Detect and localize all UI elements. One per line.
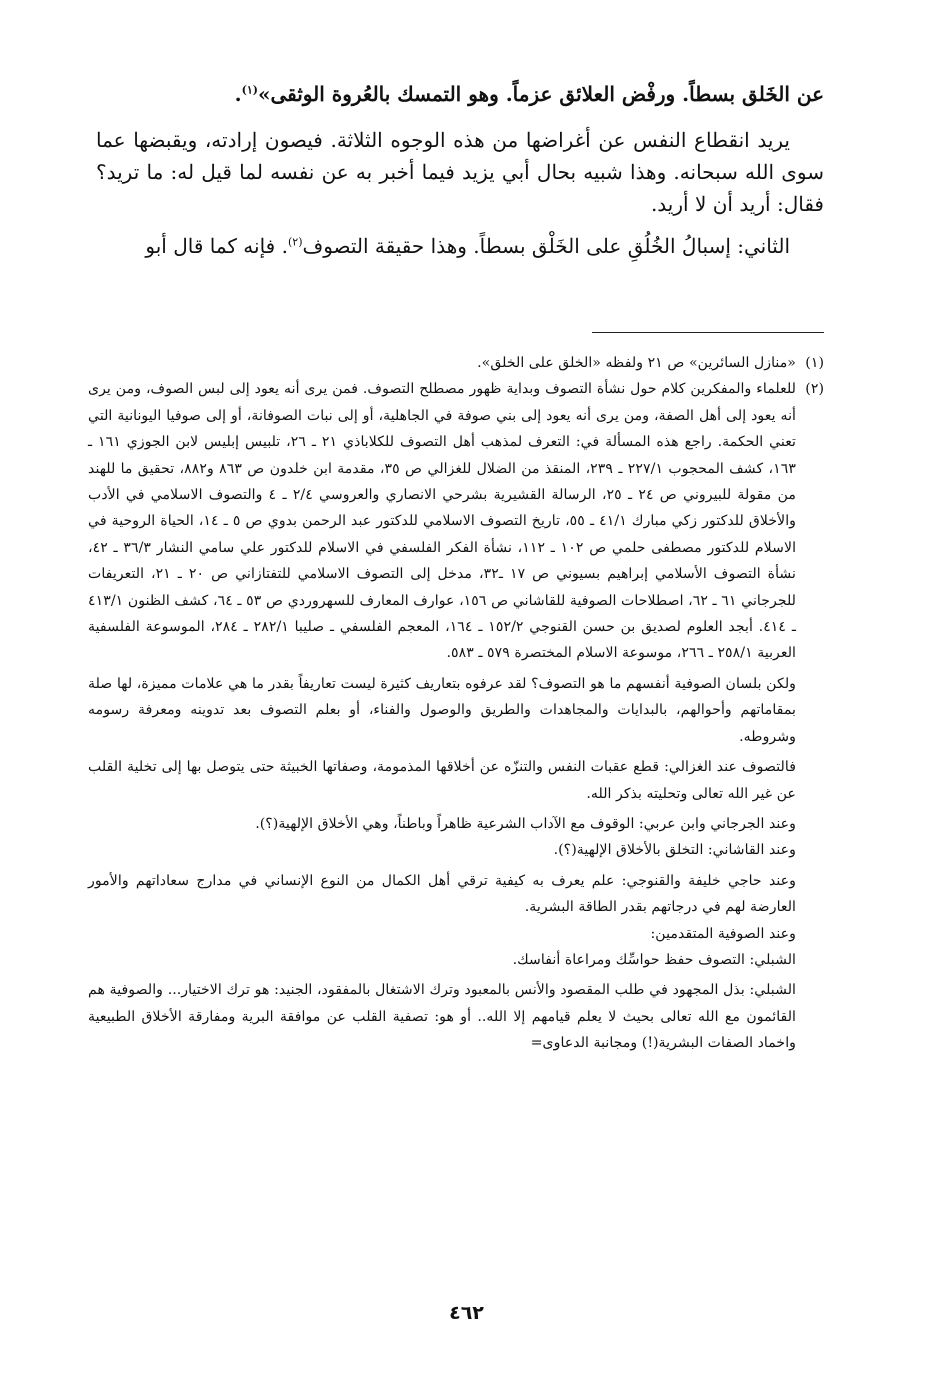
footnote-body [88, 376, 796, 1056]
footnote-separator [592, 332, 824, 333]
main-text [96, 78, 824, 262]
page-number: ٤٦٢ [449, 1302, 484, 1324]
footnote-paragraph-jurjani: وعند الجرجاني وابن عربي: الوقوف مع الآداب الشرعية ظاهراً وباطناً، وهي الأخلاق الإلهية(؟). [255, 815, 796, 832]
footnote-2 [88, 376, 824, 1056]
footnote-number: (٢) [805, 381, 824, 398]
footnote-body [88, 350, 796, 376]
footnote-paragraph-early-sufis: وعند الصوفية المتقدمين: [650, 925, 796, 942]
footnote-paragraph-ghazali: فالتصوف عند الغزالي: قطع عقبات النفس والتنزّه عن أخلاقها المذمومة، وصفاتها الخبيثة حتى يتوصل بها إلى تخلية القلب عن غير الله تعالى وتحليته بذكر الله. [88, 759, 796, 802]
lead-text: عن الخَلق بسطاً. ورفْض العلائق عزماً. وهو التمسك بالعُروة الوثقى» [257, 82, 824, 106]
footnote-ref-2: (٢) [287, 235, 303, 249]
footnote-paragraph-qashani: وعند القاشاني: التخلق بالأخلاق الإلهية(؟). [553, 842, 796, 859]
footnote-ref-1: (١) [241, 83, 258, 97]
lead-line: عن الخَلق بسطاً. ورفْض العلائق عزماً. وهو التمسك بالعُروة الوثقى»$^{(١)}$. [234, 82, 824, 106]
paragraph-1-text: يريد انقطاع النفس عن أغراضها من هذه الوجوه الثلاثة. فيصون إرادته، ويقبضها عما سوى الله سبحانه. وهذا شبيه بحال أبي يزيد فيما أخبر به عن نفسه لما قيل له: ما تريد؟ فقال: أريد أن لا أريد. [96, 128, 824, 216]
footnote-number: (١) [805, 355, 824, 371]
footnote-text: «منازل السائرين» ص ٢١ ولفظه «الخلق على الخلق». [477, 355, 796, 371]
footnote-paragraph-definitions-intro: ولكن بلسان الصوفية أنفسهم ما هو التصوف؟ لقد عرفوه بتعاريف كثيرة ليست تعاريفاً بقدر ما هي علامات مميزة، لها صلة بمقاماتهم وأحوالهم، بالبدايات والمجاهدات والطريق والوصول والفناء، أو بعلم التصوف بعد تدوينه ومعرفة رسومه وشروطه. [88, 675, 796, 745]
footnote-paragraph-sources: للعلماء والمفكرين كلام حول نشأة التصوف وبداية ظهور مصطلح التصوف. فمن يرى أنه يعود إلى لبس الصوف، ومن يرى أنه يعود إلى أهل الصفة، ومن يرى أنه يعود إلى بني صوفة في الجاهلية، أو إلى نبات الصوفانة، أو إلى صوفيا اليونانية التي تعني الحكمة. راجع هذه المسألة في: التعرف لمذهب أهل التصوف للكلاباذي ٢١ ـ ٢٦، تلبيس إبليس لابن الجوزي ١٦١ ـ ١٦٣، كشف المحجوب ٢٢٧/١ ـ ٢٣٩، المنقذ من الضلال للغزالي ص ٣٥، مقدمة ابن خلدون ص ٨٦٣ و٨٨٢، تحقيق ما للهند من مقولة للبيروني ص ٢٤ ـ ٢٥، الرسالة القشيرية بشرحي الانصاري والعروسي ٢/٤ ـ ٤ والتصوف الاسلامي في الأدب والأخلاق للدكتور زكي مبارك ٤١/١ ـ ٥٥، تاريخ التصوف الاسلامي للدكتور عبد الرحمن بدوي ص ٥ ـ ١٤، الحياة الروحية في الاسلام للدكتور مصطفى حلمي ص ١٠٢ ـ ١١٢، نشأة الفكر الفلسفي في الاسلام للدكتور علي سامي النشار ٣٦/٣ ـ ٤٢، نشأة التصوف الأسلامي إبراهيم بسيوني ص ١٧ ـ٣٢، مدخل إلى التصوف الاسلامي للتفتازاني ص ٢٠ ـ ٢١، التعريفات للجرجاني ٦١ ـ ٦٢، اصطلاحات الصوفية للقاشاني ص ١٥٦، عوارف المعارف للسهروردي ص ٥٣ ـ ٦٤، كشف الظنون ٤١٣/١ ـ ٤١٤. أبجد العلوم لصديق بن حسن القنوجي ١٥٢/٢ ـ ١٦٤، المعجم الفلسفي ـ صليبا ٢٨٢/١ ـ ٢٨٤، الموسوعة الفلسفية العربية ٢٥٨/١ ـ ٢٦٦، موسوعة الاسلام المختصرة ٥٧٩ ـ ٥٨٣. [88, 381, 797, 662]
footnote-paragraph-shibli-1: الشبلي: التصوف حفظ حواسِّك ومراعاة أنفاسك. [512, 951, 796, 968]
paragraph-1 [96, 124, 824, 220]
footnote-1 [88, 350, 824, 376]
footnotes [88, 350, 824, 1057]
paragraph-2 [96, 230, 824, 262]
footnote-paragraph-haji-khalifa: وعند حاجي خليفة والقنوجي: علم يعرف به كيفية ترقي أهل الكمال من النوع الإنساني في مدارج سعاداتهم والأمور العارضة لهم في درجاتهم بقدر الطاقة البشرية. [88, 872, 796, 916]
paragraph-2-tail: . فإنه كما قال أبو [145, 234, 288, 258]
footnote-paragraph-shibli-2: الشبلي: بذل المجهود في طلب المقصود والأنس بالمعبود وترك الاشتغال بالمفقود، الجنيد: هو ترك الاختيار... والصوفية هم القائمون مع الله تعالى بحيث لا يعلم قيامهم إلا الله.. أو هو: تصفية القلب عن موافقة البرية ومفارقة الأخلاق الطبيعية واخماد الصفات البشرية(!) ومجانبة الدعاوى= [88, 982, 796, 1052]
paragraph-2-text: الثاني: إسبالُ الخُلُقِ على الخَلْق بسطاً. وهذا حقيقة التصوف [302, 234, 790, 258]
